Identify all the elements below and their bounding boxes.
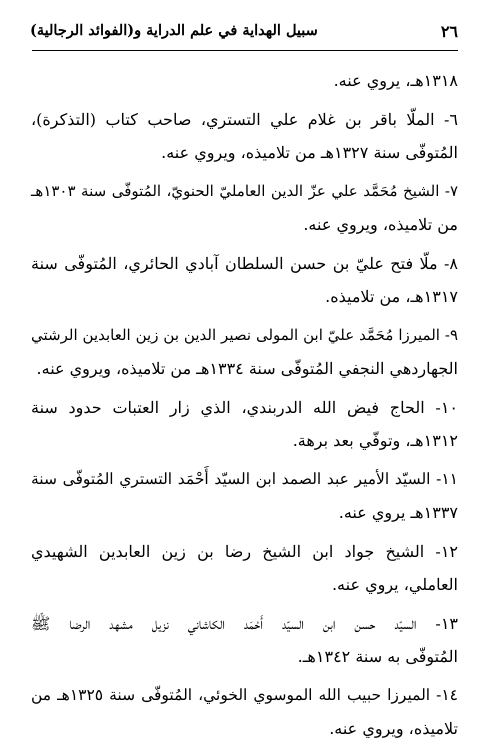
text-line: ١٤- الميرزا حبيب الله الموسوي الخوئي، المُتوفّى سنة ١٣٢٥هـ من <box>31 685 458 704</box>
paragraph <box>31 103 458 170</box>
text-line: ١٠- الحاج فيض الله الدربندي، الذي زار العتبات حدود سنة <box>31 397 459 417</box>
text-line: الجهاردهي النجفي المُتوفّى سنة ١٣٣٤هـ من تلاميذه، ويروي عنه. <box>36 359 458 378</box>
text-line: المُتوفّى به سنة ١٣٤٢هـ. <box>297 647 458 666</box>
paragraph <box>31 64 458 98</box>
text-line: ٦- الملّا باقر بن غلام علي التستري، صاحب كتاب (التذكرة)، <box>31 109 459 129</box>
paragraph <box>31 535 458 602</box>
paragraph <box>31 247 458 314</box>
paragraph <box>31 175 458 242</box>
text-line: تلاميذه، ويروي عنه. <box>329 719 458 738</box>
paragraph <box>31 607 458 674</box>
text-line: ١٣١٨هـ، يروي عنه. <box>333 71 458 90</box>
paragraph <box>31 463 458 530</box>
text-line: العاملي، يروي عنه. <box>331 575 458 594</box>
text-line: المُتوفّى سنة ١٣٢٧هـ من تلاميذه، ويروي عنه. <box>161 143 458 162</box>
page-number: ٢٦ <box>440 22 458 41</box>
body-text <box>31 64 458 746</box>
text-line: ١٣١٢هـ، وتوفّي بعد برهة. <box>292 431 458 450</box>
text-line: ١٣٣٧هـ يروي عنه. <box>338 503 458 522</box>
text-line: ١١- السيّد الأمير عبد الصمد ابن السيّد أَحْمَد التستري المُتوفّى سنة <box>31 469 458 488</box>
running-title: سبيل الهداية في علم الدراية و(الفوائد الرجالية) <box>30 22 318 39</box>
text-line: ١٣- السيّد حسن ابن السيّد أَحْمَد الكاشاني نزيل مشهد الرضا ﷺ <box>31 613 458 633</box>
text-line: من تلاميذه، ويروي عنه. <box>303 215 458 234</box>
header-rule <box>32 50 458 51</box>
text-line: ١٣١٧هـ، من تلاميذه. <box>325 287 458 306</box>
text-line: ١٢- الشيخ جواد ابن الشيخ رضا بن زين العابدين الشهيدي <box>31 541 458 561</box>
text-line: ٨- ملّا فتح عليّ بن حسن السلطان آبادي الحائري، المُتوفّى سنة <box>31 253 458 273</box>
text-line: ٧- الشيخ مُحَمَّد علي عزّ الدين العامليّ الحنويّ، المُتوفّى سنة ١٣٠٣هـ <box>31 181 458 200</box>
paragraph <box>31 319 458 386</box>
text-line: ٩- الميرزا مُحَمَّد عليّ ابن المولى نصير الدين بن زين العابدين الرشتي <box>31 325 458 344</box>
paragraph <box>31 679 458 746</box>
page-header <box>30 20 458 46</box>
paragraph <box>31 391 458 458</box>
